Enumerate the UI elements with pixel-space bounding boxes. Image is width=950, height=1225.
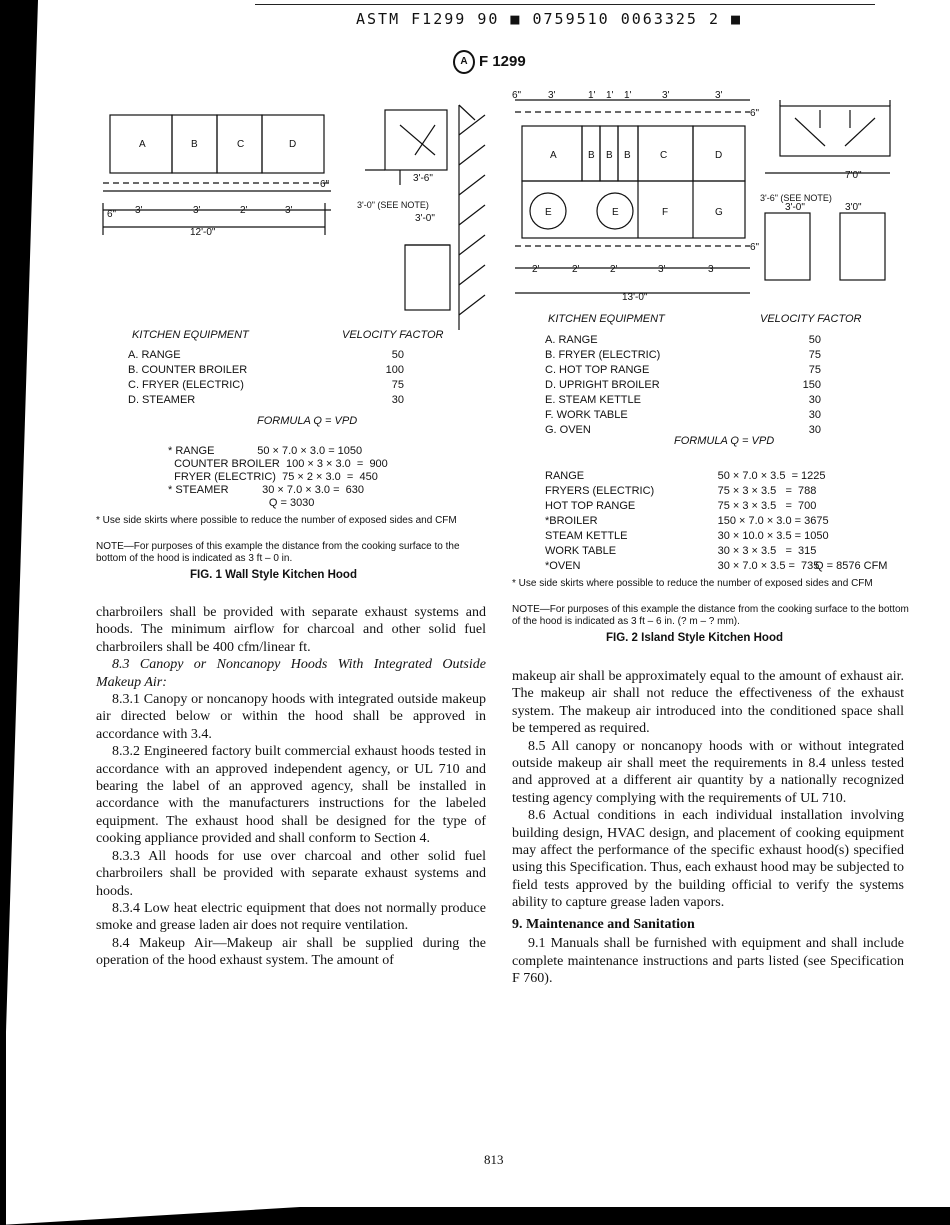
calc-expr: 30 × 10.0 × 3.5 = 1050 [717, 530, 829, 542]
calc-line: * RANGE 50 × 7.0 × 3.0 = 1050 [168, 445, 363, 457]
fig1-drawing [95, 95, 515, 330]
astm-logo-icon: A [453, 50, 475, 74]
fig2-dim-70: 7'0" [845, 170, 862, 181]
equipment-name: A. RANGE [128, 349, 181, 361]
fig2-footnote: * Use side skirts where possible to reduce the number of exposed sides and CFM [512, 578, 873, 589]
fig2-label-f: F [662, 207, 669, 218]
fig1-dim-3b: 3' [193, 205, 201, 216]
fig2-label-a: A [550, 150, 557, 161]
fig2-drawing [510, 88, 910, 313]
fig2-label-d: D [715, 150, 723, 161]
table-row [545, 485, 891, 498]
fig2-bot-dim-2b: 2' [572, 264, 580, 275]
fig2-appliance-left [765, 213, 810, 280]
table-row [545, 470, 891, 483]
fig2-caption: FIG. 2 Island Style Kitchen Hood [606, 632, 783, 644]
fig2-bot-dim-2a: 2' [532, 264, 540, 275]
calc-name: STEAM KETTLE [545, 530, 628, 542]
fig2-appliance-right [840, 213, 885, 280]
table-row [545, 545, 891, 558]
paragraph: 8.4 Makeup Air—Makeup air shall be supplied during the operation of the hood exhaust system. The amount of [96, 935, 486, 969]
table-row [128, 349, 404, 362]
equipment-name: D. STEAMER [128, 394, 196, 406]
astm-logo [453, 50, 526, 74]
right-column-text [512, 668, 904, 987]
velocity-value: 30 [808, 394, 821, 406]
equipment-name: B. COUNTER BROILER [128, 364, 248, 376]
fig1-dim-30: 3'-0" [415, 213, 435, 224]
equipment-name: C. FRYER (ELECTRIC) [128, 379, 244, 391]
fig2-dim-30b: 3'0" [845, 202, 862, 213]
fig1-dim-36: 3'-6" [413, 173, 433, 184]
table-row [545, 394, 821, 407]
astm-code-line: ASTM F1299 90 ■ 0759510 0063325 2 ■ [356, 10, 743, 28]
fig1-label-a: A [139, 139, 146, 150]
calc-name: *OVEN [545, 560, 581, 572]
fig2-label-b2: B [606, 150, 613, 161]
velocity-value: 30 [808, 424, 821, 436]
fig1-calculation [168, 445, 388, 510]
paragraph: 8.3.2 Engineered factory built commercial exhaust hoods tested in accordance with an approved independent agency, or UL 710 and bearing the label of an approved agency, shall be installed in accordance with the manufacturers instructions for the labeled equipment. The exhaust hood shall be designed for the type of cooking appliance provided and shall conform to Section 4. [96, 744, 486, 847]
fig2-bot-dim-2c: 2' [610, 264, 618, 275]
fig2-dim-36-note: 3'-6" (SEE NOTE) [760, 193, 832, 203]
calc-name: RANGE [545, 470, 585, 482]
section-heading-9: 9. Maintenance and Sanitation [512, 916, 695, 932]
calc-name: HOT TOP RANGE [545, 500, 636, 512]
paragraph: 9.1 Manuals shall be furnished with equipment and shall include complete maintenance instructions and parts listed (see Specification F 760). [512, 936, 904, 986]
fig2-bot-dim-6: 6" [750, 242, 760, 253]
calc-line: COUNTER BROILER 100 × 3 × 3.0 = 900 [168, 458, 388, 470]
velocity-value: 75 [391, 379, 404, 391]
fig1-dim-30-note: 3'-0" (SEE NOTE) [357, 200, 429, 210]
calc-name: *BROILER [545, 515, 598, 527]
table-row [128, 394, 404, 407]
paragraph: 8.5 All canopy or noncanopy hoods with or without integrated outside makeup air shall meet the requirements in 8.4 unless tested and approved at a different air quantity by a nationally recognized testing agency complying with the requirements of UL 710. [512, 738, 904, 806]
fig2-label-c: C [660, 150, 668, 161]
table-row [545, 530, 891, 543]
equipment-name: G. OVEN [545, 424, 591, 436]
fig1-dim-6b: 6" [320, 179, 330, 190]
calc-expr: 30 × 7.0 × 3.5 = 735 [717, 560, 820, 572]
fig1-dim-6a: 6" [107, 209, 117, 220]
velocity-value: 150 [802, 379, 821, 391]
velocity-value: 100 [385, 364, 404, 376]
fig2-hood-side [780, 106, 890, 156]
fig2-bot-dim-3b: 3 [708, 264, 714, 275]
table-row [545, 409, 821, 422]
fig2-top-dim-3a: 3' [548, 90, 556, 101]
calc-expr: 30 × 3 × 3.5 = 315 [717, 545, 817, 557]
velocity-value: 50 [391, 349, 404, 361]
fig1-col-velocity: VELOCITY FACTOR [342, 329, 444, 341]
header-rule [255, 4, 875, 5]
fig1-equipment-table [126, 347, 406, 409]
fig2-top-dim-3b: 3' [662, 90, 670, 101]
equipment-name: D. UPRIGHT BROILER [545, 379, 660, 391]
calc-name: FRYERS (ELECTRIC) [545, 485, 655, 497]
fig1-hood-side [385, 110, 447, 170]
fig2-label-e2: E [612, 207, 619, 218]
fig2-label-b3: B [624, 150, 631, 161]
table-row [545, 364, 821, 377]
paragraph: makeup air shall be approximately equal to the amount of exhaust air. The makeup air shall not reduce the effectiveness of the exhaust system. The makeup air introduced into the conditioned space shall be tempered as required. [512, 669, 904, 737]
fig2-label-e1: E [545, 207, 552, 218]
fig1-dim-3c: 3' [285, 205, 293, 216]
paragraph: charbroilers shall be provided with separate exhaust systems and hoods. The minimum airflow for charcoal and other solid fuel charbroilers shall be 400 cfm/linear ft. [96, 605, 486, 655]
scan-edge-left-strip [0, 80, 6, 1225]
table-row [128, 379, 404, 392]
paragraph: 8.3.1 Canopy or noncanopy hoods with integrated outside makeup air directed below or within the hood shall be approved in accordance with 3.4. [96, 692, 486, 742]
paragraph: 8.3.3 All hoods for use over charcoal and other solid fuel charbroilers shall be provided with separate exhaust systems and hoods. [96, 848, 486, 899]
fig2-label-g: G [715, 207, 723, 218]
fig2-label-b1: B [588, 150, 595, 161]
calc-expr: 150 × 7.0 × 3.0 = 3675 [717, 515, 829, 527]
paragraph: 8.3.4 Low heat electric equipment that does not normally produce smoke and grease laden air does not require ventilation. [96, 900, 486, 934]
table-row [545, 334, 821, 347]
fig1-dim-3a: 3' [135, 205, 143, 216]
fig1-footnote: * Use side skirts where possible to reduce the number of exposed sides and CFM [96, 515, 457, 526]
left-column-text [96, 604, 486, 970]
calc-total: Q = 3030 [168, 497, 315, 509]
paragraph: 8.6 Actual conditions in each individual installation involving building design, HVAC design, and placement of cooking equipment may affect the performance of the specific exhaust hood(s) specified using this Specification. Thus, each exhaust hood may be subjected to field tests approved by the building official to verify the systems ability to capture grease laden vapors. [512, 808, 904, 911]
fig1-label-d: D [289, 139, 297, 150]
fig1-formula: FORMULA Q = VPD [257, 415, 358, 427]
fig2-top-dim-1b: 1' [606, 90, 614, 101]
table-row [545, 500, 891, 513]
fig2-calculation [543, 468, 893, 575]
table-row [545, 349, 821, 362]
calc-expr: 75 × 3 × 3.5 = 788 [717, 485, 817, 497]
velocity-value: 75 [808, 364, 821, 376]
scan-edge-bottom [0, 1207, 950, 1225]
fig2-top-dim-1c: 1' [624, 90, 632, 101]
fig2-col-velocity: VELOCITY FACTOR [760, 313, 862, 325]
equipment-name: E. STEAM KETTLE [545, 394, 641, 406]
fig2-total: Q = 8576 CFM [815, 560, 888, 572]
calc-line: FRYER (ELECTRIC) 75 × 2 × 3.0 = 450 [168, 471, 378, 483]
calc-line: * STEAMER 30 × 7.0 × 3.0 = 630 [168, 484, 364, 496]
velocity-value: 30 [808, 409, 821, 421]
fig2-col-equipment: KITCHEN EQUIPMENT [548, 313, 665, 325]
page-number: 813 [484, 1152, 504, 1167]
fig1-note: NOTE—For purposes of this example the distance from the cooking surface to the bottom of the hood is indicated as 3 ft – 0 in. [96, 541, 460, 564]
fig2-equipment-table [543, 332, 823, 439]
fig2-dim-13: 13'-0" [622, 292, 648, 303]
fig2-formula: FORMULA Q = VPD [674, 435, 775, 447]
equipment-name: B. FRYER (ELECTRIC) [545, 349, 661, 361]
fig1-appliance-side [405, 245, 450, 310]
fig1-dim-12: 12'-0" [190, 227, 216, 238]
equipment-name: F. WORK TABLE [545, 409, 628, 421]
table-row [545, 515, 891, 528]
fig1-dim-2: 2' [240, 205, 248, 216]
table-row [128, 364, 404, 377]
fig1-col-equipment: KITCHEN EQUIPMENT [132, 329, 249, 341]
section-heading-8-3: 8.3 Canopy or Noncanopy Hoods With Integrated Outside Makeup Air: [96, 657, 486, 690]
fig2-top-dim-6b: 6" [750, 108, 760, 119]
fig2-dim-30a: 3'-0" [785, 202, 805, 213]
fig2-note: NOTE—For purposes of this example the distance from the cooking surface to the bottom of the hood is indicated as 3 ft – 6 in. (? m – ? mm). [512, 604, 909, 627]
fig2-top-dim-6a: 6" [512, 90, 522, 101]
equipment-name: C. HOT TOP RANGE [545, 364, 650, 376]
velocity-value: 30 [391, 394, 404, 406]
fig2-bot-dim-3a: 3' [658, 264, 666, 275]
calc-expr: 50 × 7.0 × 3.5 = 1225 [717, 470, 826, 482]
fig2-top-dim-1a: 1' [588, 90, 596, 101]
equipment-name: A. RANGE [545, 334, 598, 346]
fig1-caption: FIG. 1 Wall Style Kitchen Hood [190, 569, 357, 581]
standard-number: F 1299 [479, 52, 526, 70]
velocity-value: 75 [808, 349, 821, 361]
fig1-label-b: B [191, 139, 198, 150]
fig2-top-dim-3c: 3' [715, 90, 723, 101]
velocity-value: 50 [808, 334, 821, 346]
calc-name: WORK TABLE [545, 545, 617, 557]
fig1-label-c: C [237, 139, 245, 150]
calc-expr: 75 × 3 × 3.5 = 700 [717, 500, 817, 512]
table-row [545, 379, 821, 392]
